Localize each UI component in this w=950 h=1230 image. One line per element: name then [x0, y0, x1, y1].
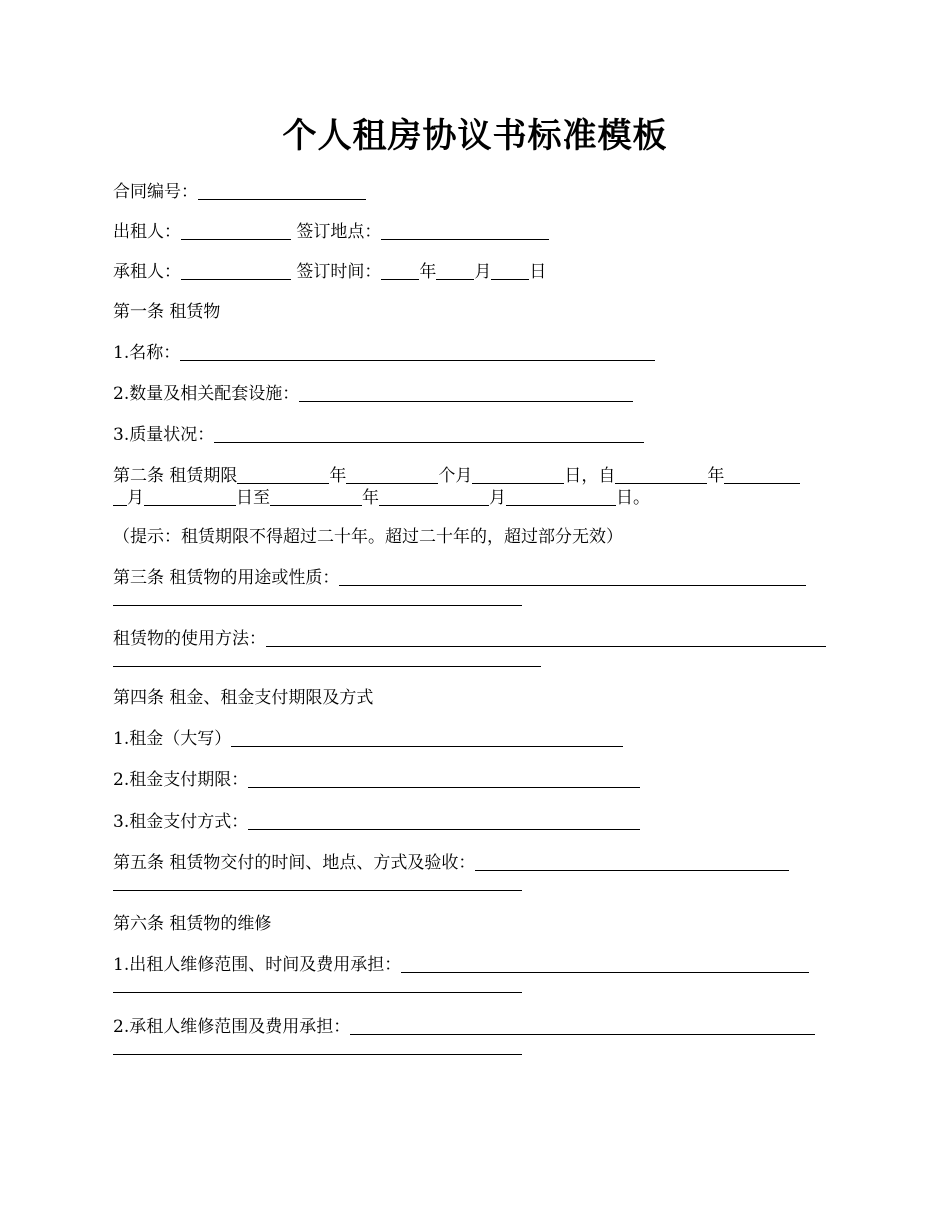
lessor-repair-continuation-blank[interactable]: [113, 992, 522, 993]
sign-time-label: 签订时间：: [296, 262, 382, 282]
usage-method-line: [113, 628, 826, 650]
delivery-blank[interactable]: [475, 854, 789, 871]
end-month-blank[interactable]: [379, 489, 489, 506]
start-year-blank[interactable]: [615, 467, 707, 484]
lessee-repair-blank[interactable]: [350, 1018, 815, 1035]
term-years-label: 年: [329, 466, 347, 486]
lessor-blank[interactable]: [181, 223, 291, 240]
lessor-label: 出租人：: [113, 222, 181, 242]
start-month-blank-b[interactable]: [113, 489, 127, 506]
lease-term-label: 第二条 租赁期限: [113, 466, 238, 486]
end-year-label: 年: [362, 488, 379, 508]
rent-amount-line: [113, 728, 623, 750]
sign-month-label: 月: [474, 262, 492, 282]
article6-heading: 第六条 租赁物的维修: [113, 914, 272, 934]
sign-place-blank[interactable]: [381, 223, 549, 240]
lessor-repair-line: [113, 954, 809, 976]
sign-year-label: 年: [419, 262, 437, 282]
article3-label: 第三条 租赁物的用途或性质：: [113, 568, 340, 588]
item-quality-line: [113, 424, 644, 446]
start-day-blank[interactable]: [144, 489, 236, 506]
article2-line2: [113, 487, 650, 509]
article1-heading: 第一条 租赁物: [113, 302, 221, 322]
end-month-label: 月: [489, 488, 506, 508]
lessee-repair-line: [113, 1016, 815, 1038]
start-year-label: 年: [707, 466, 725, 486]
article3-line: [113, 567, 806, 589]
usage-method-blank[interactable]: [266, 630, 826, 647]
end-year-blank[interactable]: [270, 489, 362, 506]
start-month-blank-a[interactable]: [724, 467, 800, 484]
lease-term-note: （提示：租赁期限不得超过二十年。超过二十年的，超过部分无效）: [113, 527, 623, 547]
sign-place-label: 签订地点：: [296, 222, 382, 242]
sign-month-blank[interactable]: [436, 263, 474, 280]
term-months-blank[interactable]: [346, 467, 438, 484]
rent-period-blank[interactable]: [248, 771, 640, 788]
term-days-blank[interactable]: [472, 467, 564, 484]
sign-day-label: 日: [529, 262, 547, 282]
term-days-label: 日，自: [564, 466, 616, 486]
lessee-label: 承租人：: [113, 262, 181, 282]
contract-number-line: [113, 181, 366, 203]
item-quantity-line: [113, 383, 633, 405]
article5-label: 第五条 租赁物交付的时间、地点、方式及验收：: [113, 853, 476, 873]
start-day-label: 日至: [236, 488, 270, 508]
lessee-repair-continuation-blank[interactable]: [113, 1054, 522, 1055]
item-quality-label: 3.质量状况：: [113, 425, 215, 445]
rent-amount-label: 1.租金（大写）: [113, 729, 232, 749]
lessee-blank[interactable]: [181, 263, 291, 280]
article2-line1: [113, 465, 800, 487]
end-day-blank[interactable]: [506, 489, 616, 506]
lessor-line: [113, 221, 549, 243]
contract-number-label: 合同编号：: [113, 182, 198, 202]
item-quality-blank[interactable]: [214, 426, 644, 443]
rent-method-blank[interactable]: [248, 813, 640, 830]
rent-amount-blank[interactable]: [231, 730, 623, 747]
article4-heading: 第四条 租金、租金支付期限及方式: [113, 688, 374, 708]
lessor-repair-blank[interactable]: [401, 956, 809, 973]
item-quantity-blank[interactable]: [299, 385, 633, 402]
rent-period-label: 2.租金支付期限：: [113, 770, 249, 790]
lessee-repair-label: 2.承租人维修范围及费用承担：: [113, 1017, 351, 1037]
term-months-label: 个月: [438, 466, 473, 486]
item-name-line: [113, 342, 655, 364]
usage-method-label: 租赁物的使用方法：: [113, 629, 266, 649]
lessee-line: [113, 261, 546, 283]
usage-nature-continuation-blank[interactable]: [113, 605, 522, 606]
rent-method-line: [113, 811, 640, 833]
document-title: 个人租房协议书标准模板: [282, 116, 668, 156]
end-day-label: 日。: [616, 488, 650, 508]
item-name-label: 1.名称：: [113, 343, 181, 363]
item-quantity-label: 2.数量及相关配套设施：: [113, 384, 300, 404]
term-years-blank[interactable]: [237, 467, 329, 484]
start-month-label: 月: [127, 488, 144, 508]
contract-number-blank[interactable]: [198, 183, 366, 200]
sign-year-blank[interactable]: [381, 263, 419, 280]
article5-line: [113, 852, 789, 874]
usage-method-continuation-blank[interactable]: [113, 666, 541, 667]
item-name-blank[interactable]: [180, 344, 655, 361]
usage-nature-blank[interactable]: [339, 569, 806, 586]
delivery-continuation-blank[interactable]: [113, 890, 522, 891]
rent-period-line: [113, 769, 640, 791]
rent-method-label: 3.租金支付方式：: [113, 812, 249, 832]
sign-day-blank[interactable]: [491, 263, 529, 280]
lessor-repair-label: 1.出租人维修范围、时间及费用承担：: [113, 955, 402, 975]
